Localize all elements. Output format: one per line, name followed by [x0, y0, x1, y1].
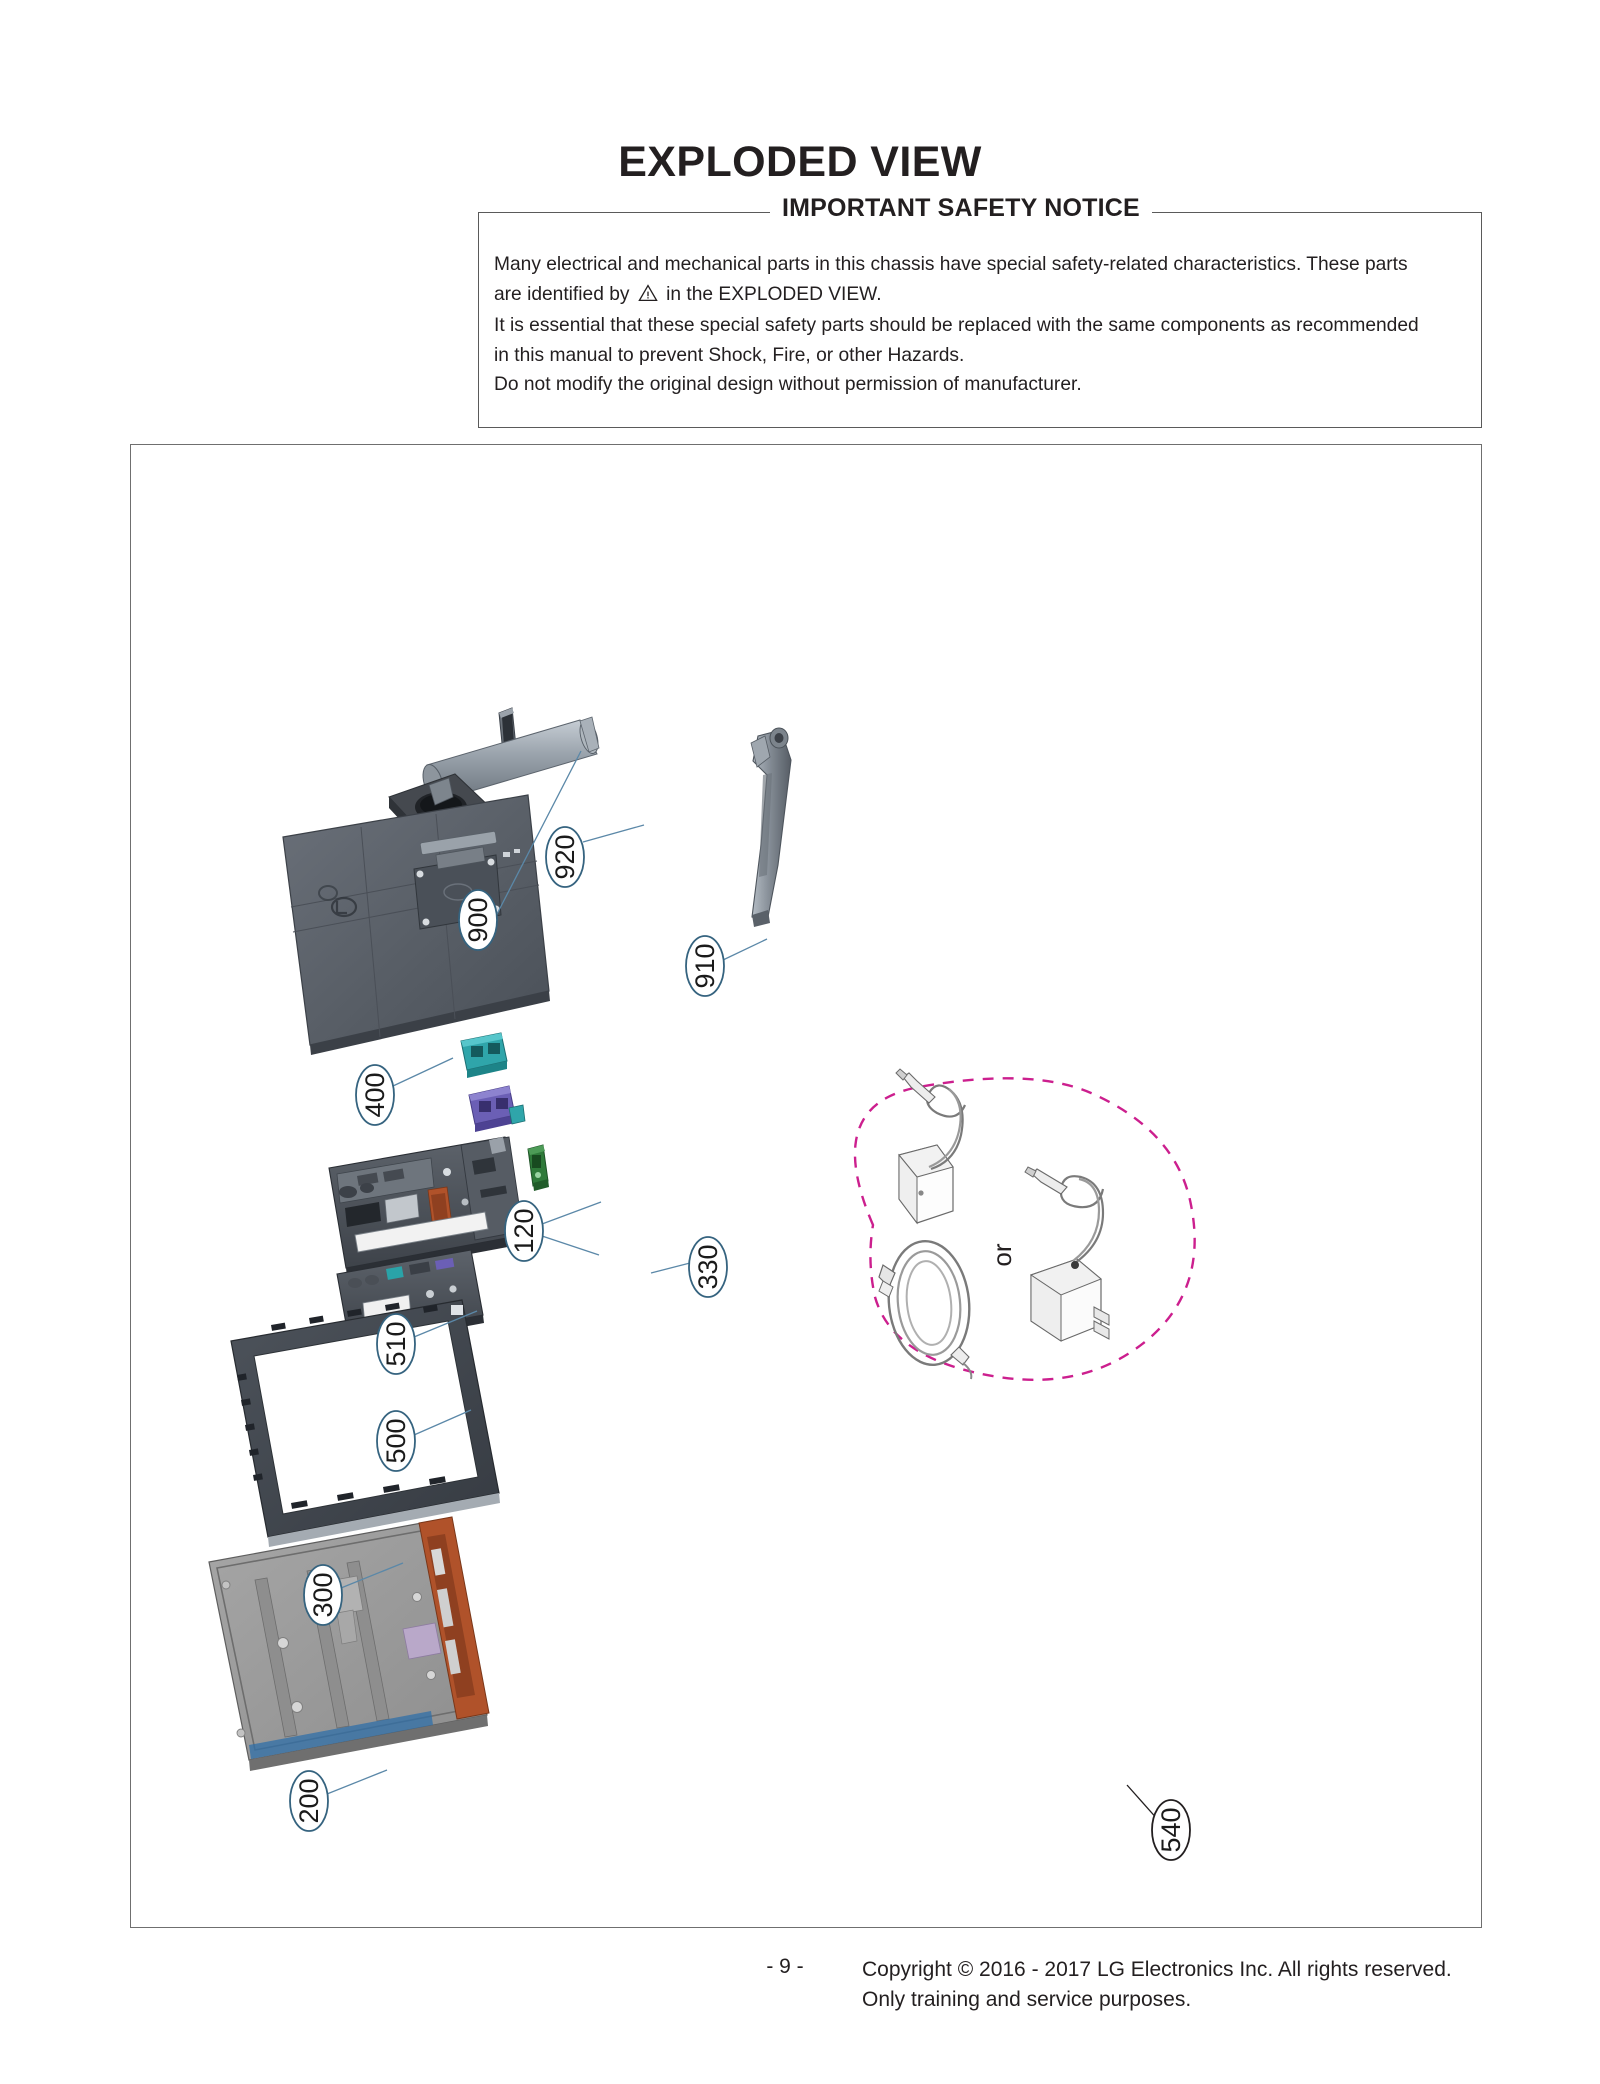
part-120-connector-jack-assembly — [461, 1033, 525, 1132]
leader-400 — [393, 1058, 453, 1086]
leader-120a — [542, 1202, 601, 1224]
part-200-lcd-panel-module — [209, 1517, 489, 1771]
page-footer — [0, 1955, 1600, 2045]
balloon-500[interactable] — [377, 1411, 415, 1471]
safety-notice-line-2-prefix: are identified by — [494, 283, 630, 305]
balloon-label-200: 200 — [294, 1778, 324, 1824]
part-540-accessory-group — [855, 1069, 1195, 1380]
safety-notice-line-4: in this manual to prevent Shock, Fire, or other Hazards. — [494, 344, 965, 366]
copyright-notice — [862, 1955, 1452, 2015]
accessory-ac-adapter-brick — [896, 1069, 965, 1223]
exploded-view-diagram-frame — [130, 444, 1482, 1928]
leader-330 — [651, 1263, 690, 1273]
balloon-label-500: 500 — [381, 1418, 411, 1464]
balloon-label-300: 300 — [308, 1572, 338, 1618]
balloon-910[interactable] — [686, 936, 724, 996]
part-300-front-bezel-frame — [231, 1300, 500, 1547]
exploded-view-illustration — [131, 445, 1483, 1929]
balloon-900[interactable] — [459, 890, 497, 950]
balloon-label-910: 910 — [690, 943, 720, 989]
part-510-main-signal-pcb — [329, 1137, 524, 1277]
safety-notice-line-2 — [494, 280, 1464, 312]
balloon-label-540: 540 — [1156, 1807, 1186, 1853]
leader-120b — [542, 1236, 599, 1255]
leader-200 — [327, 1770, 387, 1794]
accessory-power-cord-coil — [879, 1237, 975, 1379]
page-title: EXPLODED VIEW — [618, 138, 982, 186]
safety-notice-legend: IMPORTANT SAFETY NOTICE — [770, 194, 1152, 223]
safety-notice-line-2-suffix: in the EXPLODED VIEW. — [666, 283, 882, 305]
balloon-120[interactable] — [505, 1201, 543, 1261]
safety-notice-body — [494, 250, 1464, 400]
balloon-540[interactable] — [1152, 1800, 1190, 1860]
leader-920 — [583, 825, 644, 842]
accessory-or-label: or — [987, 1243, 1017, 1267]
balloon-label-920: 920 — [550, 834, 580, 880]
accessory-wall-plug-adapter — [1025, 1167, 1109, 1341]
page-number: - 9 - — [766, 1955, 804, 1978]
balloon-label-400: 400 — [360, 1072, 390, 1118]
safety-notice-line-3: It is essential that these special safety parts should be replaced with the same components as recommended — [494, 315, 1419, 336]
balloon-label-900: 900 — [463, 897, 493, 943]
balloon-label-330: 330 — [693, 1244, 723, 1290]
balloon-510[interactable] — [377, 1314, 415, 1374]
copyright-line-2: Only training and service purposes. — [862, 1988, 1192, 2011]
leader-910 — [723, 939, 767, 960]
safety-notice-line-1: Many electrical and mechanical parts in this chassis have special safety-related characteristics. These parts — [494, 254, 1408, 275]
safety-notice-line-5: Do not modify the original design without permission of manufacturer. — [494, 374, 1082, 395]
copyright-line-1: Copyright © 2016 - 2017 LG Electronics Inc. All rights reserved. — [862, 1958, 1452, 1981]
part-910-stand-neck-arm — [751, 728, 791, 927]
warning-triangle-icon — [638, 282, 658, 312]
balloon-200[interactable] — [290, 1771, 328, 1831]
balloon-label-120: 120 — [509, 1208, 539, 1254]
part-330-joystick-key-controller — [528, 1145, 549, 1191]
balloon-400[interactable] — [356, 1065, 394, 1125]
balloon-label-510: 510 — [381, 1321, 411, 1367]
part-400-rear-back-cover — [283, 795, 550, 1055]
balloon-300[interactable] — [304, 1565, 342, 1625]
balloon-920[interactable] — [546, 827, 584, 887]
balloon-330[interactable] — [689, 1237, 727, 1297]
